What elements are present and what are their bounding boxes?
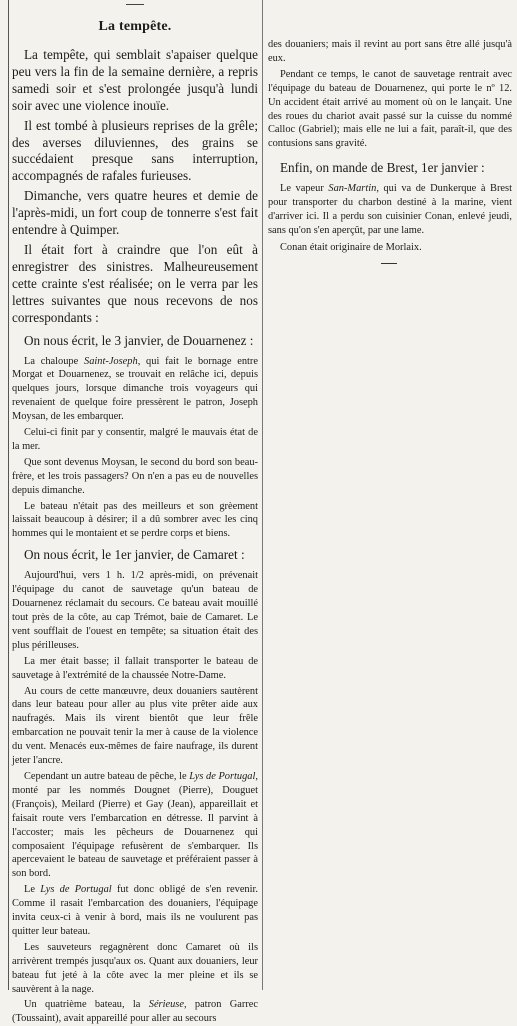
subheading-brest: Enfin, on mande de Brest, 1er janvier :: [280, 160, 485, 176]
text-fragment: Cependant un autre bateau de pêche, le: [24, 770, 190, 782]
paragraph-continuation: des douaniers; mais il revint au port sans être allé jusqu'à eux.: [268, 39, 512, 64]
paragraph-disasters: Il était fort à craindre que l'on eût à enregistrer des sinistres. Malheureusement cette crainte s'est réalisée; on le verra par les lettres suivantes que nous recevons de nos correspondants :: [12, 241, 258, 325]
top-separator: [126, 4, 144, 5]
left-column: [12, 0, 258, 1026]
text-fragment: Le: [24, 884, 41, 896]
paragraph-san-martin: [268, 182, 512, 238]
boat-name-lys-de-portugal: Lys de Portugal: [40, 884, 112, 896]
paragraph-thunder: Dimanche, vers quatre heures et demie de l'après-midi, un fort coup de tonnerre s'est fait entendre à Quimper.: [12, 188, 258, 238]
paragraph-rescue-call: Aujourd'hui, vers 1 h. 1/2 après-midi, on prévenait l'équipage du canot de sauvetage qu'un bateau de Douarnenez réclamait du secours. Ce bateau avait mouillé tout près de la côte, au cap Trémot, baie de Camaret. Le vent soufflait de l'ouest en tempête; sa situation était des plus périlleuses.: [12, 570, 258, 651]
text-fragment: La chaloupe: [24, 355, 84, 367]
ship-name-san-martin: San-Martin: [328, 183, 377, 195]
text-fragment: , qui va de Dunkerque à Brest pour transporter du charbon destiné à la marine, vient d'arriver ici. Il a perdu son cuisinier Conan, enlevé jeudi, sans qu'on s'en aperçût, par une lame.: [268, 183, 512, 236]
paragraph-lifeboat-accident: Pendant ce temps, le canot de sauvetage rentrait avec l'équipage du bateau de Douarnenez, qui porte le nº 12. Un accident était arrivé au moment où on le lançait. Une des roues du chariot avait passé sur la cuisse du nommé Calloc (Gabriel); mais elle ne lui a fait, paraît-il, que des contusions sans gravité.: [268, 68, 512, 150]
text-fragment: , monté par les nommés Dougnet (Pierre), Douguet (François), Meilard (Pierre) et Gay (Jean), appareillait et faisait route vers l'embarcation en détresse. Il parvint à l'accoster; mais les pêcheurs de Douarnenez qui composaient l'équipage refusèrent de s'embarquer. Ils apercevaient le bateau de sauvetage et préféraient passer à son bord.: [12, 770, 258, 880]
subheading-douarnenez: On nous écrit, le 3 janvier, de Douarnenez :: [24, 332, 254, 348]
boat-name-lys-de-portugal: Lys de Portugal: [189, 770, 256, 782]
paragraph-low-tide: La mer était basse; il fallait transporter le bateau de sauvetage à l'extrémité de la chaussée Notre-Dame.: [12, 655, 258, 681]
paragraph-serieuse: [12, 998, 258, 1026]
paragraph-patron-consents: Celui-ci finit par y consentir, malgré le mauvais état de la mer.: [12, 427, 258, 452]
text-fragment: Le vapeur: [280, 183, 329, 195]
paragraph-lys-de-portugal: [12, 770, 258, 881]
boat-name-serieuse: Sérieuse: [148, 999, 184, 1011]
paragraph-lys-returns: [12, 883, 258, 939]
boat-name-saint-joseph: Saint-Joseph: [84, 355, 138, 367]
paragraph-hail: Il est tombé à plusieurs reprises de la grêle; des averses diluviennes, des grains se succédaient presque sans interruption, accompagnés de rafales furieuses.: [12, 117, 258, 184]
text-fragment: fut donc obligé de s'en revenir. Comme il rasait l'embarcation des douaniers, l'équipage invita ceux-ci à venir à bord, mais ils ne voulurent pas quitter leur bateau.: [12, 884, 258, 937]
right-column: [268, 0, 512, 264]
paragraph-conan-origin: Conan était originaire de Morlaix.: [280, 241, 422, 253]
text-fragment: Un quatrième bateau, la: [24, 999, 149, 1011]
end-separator: [381, 263, 397, 264]
subheading-camaret: On nous écrit, le 1er janvier, de Camaret :: [24, 547, 245, 563]
paragraph-storm-intro: La tempête, qui semblait s'apaiser quelque peu vers la fin de la semaine dernière, a repris samedi soir et s'est prolongée jusqu'à lundi soir avec une violence inouïe.: [12, 47, 258, 113]
paragraph-rescuers-return: Les sauveteurs regagnèrent donc Camaret où ils arrivèrent trempés jusqu'aux os. Quant aux douaniers, leur bateau fut jeté à la côte avec la mer pleine et ils se sauvèrent à la nage.: [12, 941, 258, 995]
column-divider: [262, 0, 263, 990]
article-title: La tempête.: [98, 19, 172, 34]
left-column-rule: [8, 0, 9, 990]
text-fragment: , qui fait le bornage entre Morgat et Douarnenez, se trouvait en relâche ici, depuis quelques jours, lorsque dimanche trois voyageurs qui revenaient de quelque foire pressèrent le patron, Joseph Moysan, de les embarquer.: [12, 355, 258, 423]
paragraph-missing-crew: Que sont devenus Moysan, le second du bord son beau-frère, et les trois passagers? On n'en a pas eu de nouvelles depuis dimanche.: [12, 456, 258, 496]
paragraph-boat-sank: Le bateau n'était pas des meilleurs et son grèement laissait beaucoup à désirer; il a dû sombrer avec les cinq hommes qui le montaient et se perdre corps et biens.: [12, 500, 258, 540]
text-fragment: , patron Garrec (Toussaint), avait appareillé pour aller au secours: [12, 999, 258, 1025]
paragraph-saint-joseph: [12, 355, 258, 425]
paragraph-customs-officers: Au cours de cette manœuvre, deux douaniers sautèrent dans leur bateau pour aller au plus vite prêter aide aux naufragés. Mais ils virent bientôt que leur frêle embarcation ne pouvait tenir la mer à cause de la violence du vent. Menacés eux-mêmes de faire naufrage, ils durent jeter l'ancre.: [12, 685, 258, 767]
